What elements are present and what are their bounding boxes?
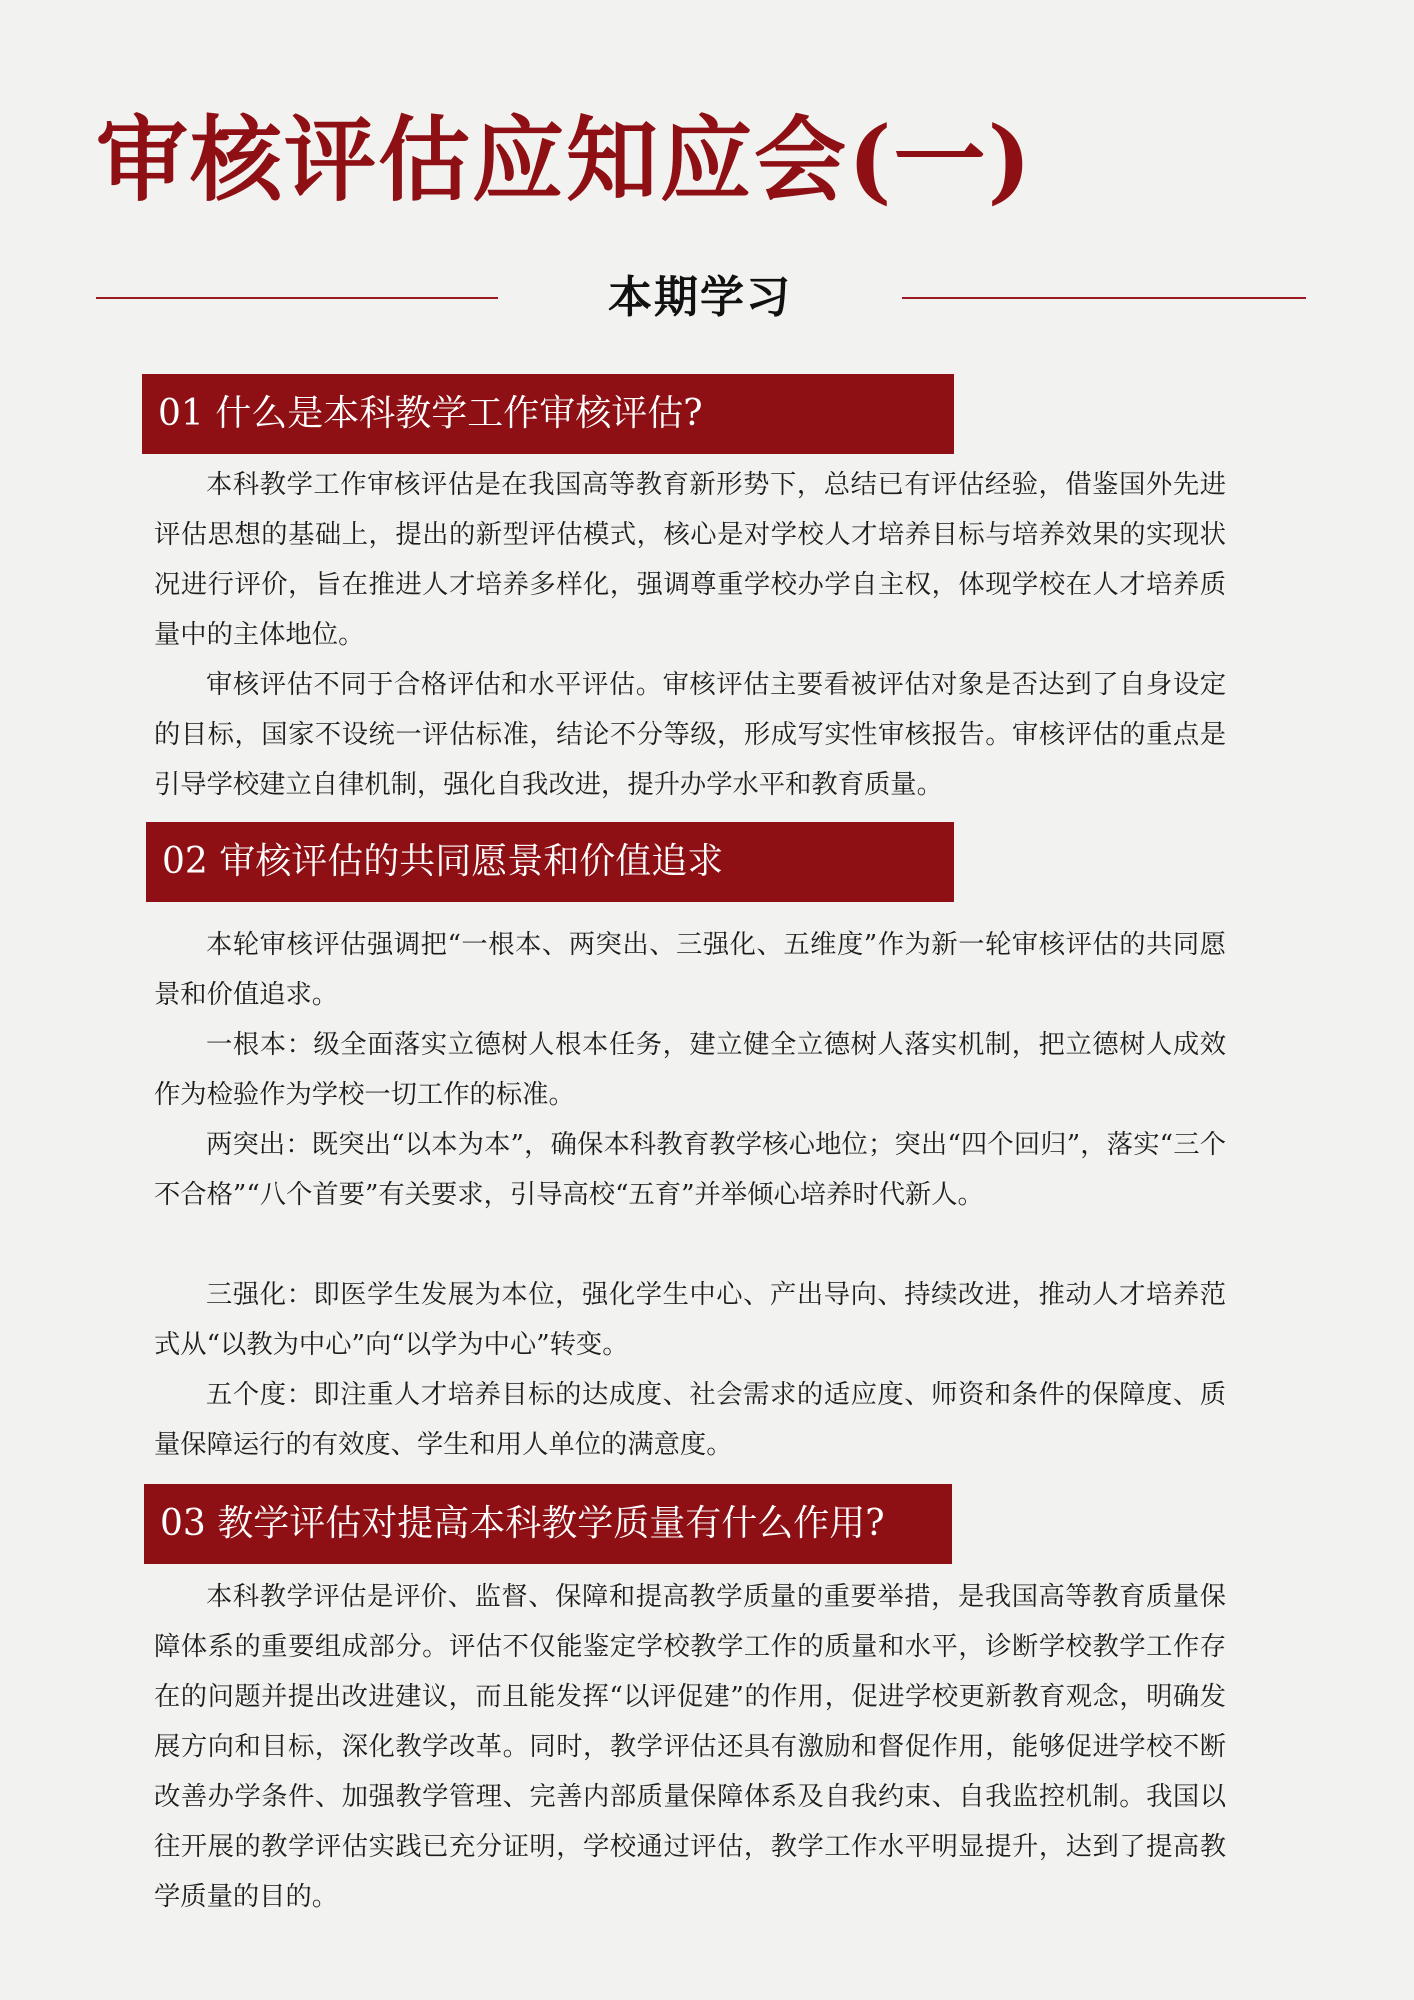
section-01-paragraph-2: 审核评估不同于合格评估和水平评估。审核评估主要看被评估对象是否达到了自身设定的目标，国家不设统一评估标准，结论不分等级，形成写实性审核报告。审核评估的重点是引导学校建立自律机制，强化自我改进，提升办学水平和教育质量。 xyxy=(154,670,1226,800)
section-heading-03: 03 教学评估对提高本科教学质量有什么作用? xyxy=(144,1484,952,1564)
section-02-paragraph-3: 两突出：既突出“以本为本”，确保本科教育教学核心地位；突出“四个回归”，落实“三个不合格”“八个首要”有关要求，引导高校“五育”并举倾心培养时代新人。 xyxy=(154,1130,1226,1210)
section-heading-01: 01 什么是本科教学工作审核评估? xyxy=(142,374,954,454)
section-01-paragraph-1: 本科教学工作审核评估是在我国高等教育新形势下，总结已有评估经验，借鉴国外先进评估思想的基础上，提出的新型评估模式，核心是对学校人才培养目标与培养效果的实现状况进行评价，旨在推进人才培养多样化，强调尊重学校办学自主权，体现学校在人才培养质量中的主体地位。 xyxy=(154,470,1226,650)
page-title: 审核评估应知应会(一) xyxy=(96,106,1034,214)
section-02-paragraph-4: 三强化：即医学生发展为本位，强化学生中心、产出导向、持续改进，推动人才培养范式从“以教为中心”向“以学为中心”转变。 xyxy=(154,1280,1226,1360)
section-02-paragraph-2: 一根本：级全面落实立德树人根本任务，建立健全立德树人落实机制，把立德树人成效作为检验作为学校一切工作的标准。 xyxy=(154,1030,1226,1110)
section-03-paragraph-1: 本科教学评估是评价、监督、保障和提高教学质量的重要举措，是我国高等教育质量保障体系的重要组成部分。评估不仅能鉴定学校教学工作的质量和水平，诊断学校教学工作存在的问题并提出改进建议，而且能发挥“以评促建”的作用，促进学校更新教育观念，明确发展方向和目标，深化教学改革。同时，教学评估还具有激励和督促作用，能够促进学校不断改善办学条件、加强教学管理、完善内部质量保障体系及自我约束、自我监控机制。我国以往开展的教学评估实践已充分证明，学校通过评估，教学工作水平明显提升，达到了提高教学质量的目的。 xyxy=(154,1582,1226,1912)
subtitle-divider-right xyxy=(902,297,1306,299)
section-heading-02: 02 审核评估的共同愿景和价值追求 xyxy=(146,822,954,902)
section-02-paragraph-5: 五个度：即注重人才培养目标的达成度、社会需求的适应度、师资和条件的保障度、质量保障运行的有效度、学生和用人单位的满意度。 xyxy=(154,1380,1226,1460)
subtitle-divider-left xyxy=(96,297,498,299)
section-02-paragraph-1: 本轮审核评估强调把“一根本、两突出、三强化、五维度”作为新一轮审核评估的共同愿景和价值追求。 xyxy=(154,930,1226,1010)
issue-subtitle: 本期学习 xyxy=(608,272,792,323)
